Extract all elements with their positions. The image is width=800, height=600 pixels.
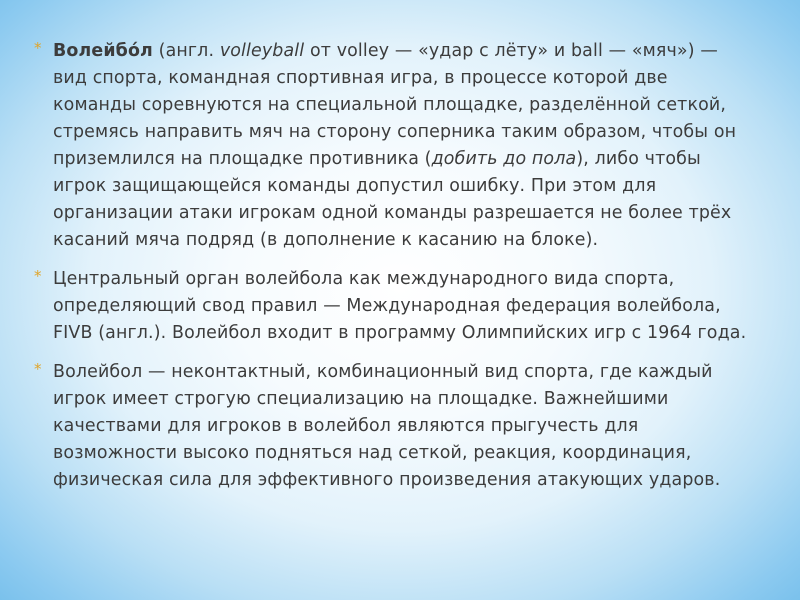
text-segment: ), либо чтобы игрок защищающейся команды допустил ошибку. При этом для организации атаки игрокам одной команды разрешается не более трёх касаний мяча подряд (в дополнение к касанию на блоке).: [53, 149, 732, 250]
paragraph-fivb: [34, 266, 754, 347]
term-volleyball: Волейбо́л: [53, 41, 153, 61]
paragraph-qualities: [34, 359, 754, 494]
term-english: volleyball: [219, 41, 305, 61]
bullet-star-icon: *: [34, 39, 42, 57]
bullet-star-icon: *: [34, 267, 42, 285]
term-italic: добить до пола: [431, 149, 577, 169]
slide-content: [34, 38, 754, 506]
paragraph-text: Волейбол — неконтактный, комбинационный вид спорта, где каждый игрок имеет строгую специализацию на площадке. Важнейшими качествами для игроков в волейбол являются прыгучесть для возможности высоко подняться над сеткой, реакция, координация, физическая сила для эффективного произведения атакующих ударов.: [53, 362, 721, 490]
text-segment: от volley — «удар с лёту» и ball — «мяч») — вид спорта, командная спортивная игра, в процессе которой две команды соревнуются на специальной площадке, разделённой сеткой, стремясь направить мяч на сторону соперника таким образом, чтобы он приземлился на площадке противника (: [53, 41, 737, 169]
paragraph-text: Центральный орган волейбола как международного вида спорта, определяющий свод правил — Международная федерация волейбола, FIVB (англ.). Волейбол входит в программу Олимпийских игр с 1964 года.: [53, 269, 747, 343]
text-segment: (англ.: [152, 41, 220, 61]
bullet-star-icon: *: [34, 360, 42, 378]
paragraph-definition: [34, 38, 754, 254]
